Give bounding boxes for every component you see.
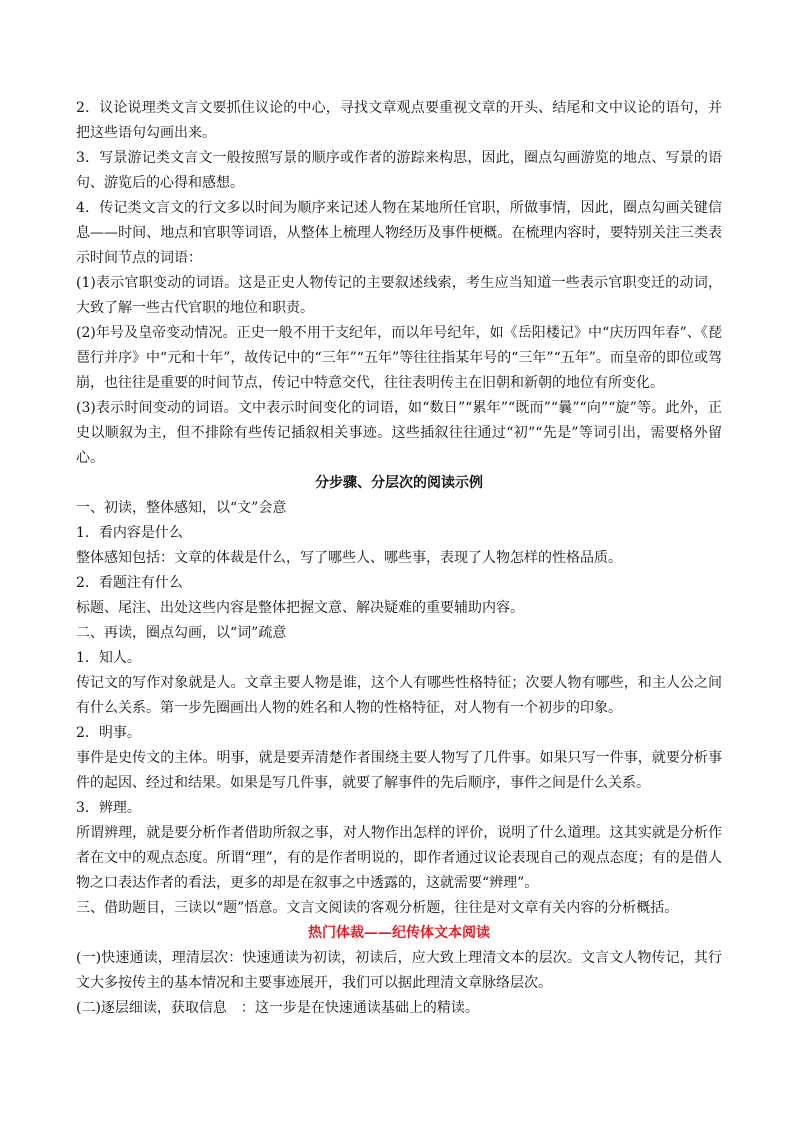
paragraph: 1．知人。 — [76, 650, 141, 666]
paragraph: (1)表示官职变动的词语。这是正史人物传记的主要叙述线索，考生应当知道一些表示官职变迁的动词，大致了解一些古代官职的地位和职责。 — [76, 275, 722, 316]
section-heading: 分步骤、分层次的阅读示例 — [315, 475, 483, 491]
paragraph: 二、再读，圈点勾画，以“词”疏意 — [76, 625, 287, 641]
highlight-heading: 热门体裁——纪传体文本阅读 — [308, 925, 490, 941]
paragraph: 所谓辨理，就是要分析作者借助所叙之事，对人物作出怎样的评价，说明了什么道理。这其实就是分析作者在文中的观点态度。所谓“理”，有的是作者明说的，即作者通过议论表现自己的观点态度；有的是借人物之口表达作者的看法，更多的却是在叙事之中透露的，这就需要“辨理”。 — [76, 825, 722, 891]
paragraph: 2．明事。 — [76, 725, 141, 741]
paragraph: 事件是史传文的主体。明事，就是要弄清楚作者围绕主要人物写了几件事。如果只写一件事，就要分析事件的起因、经过和结果。如果是写几件事，就要了解事件的先后顺序，事件之间是什么关系。 — [76, 750, 722, 791]
paragraph: 三、借助题目，三读以“题”悟意。文言文阅读的客观分析题，往往是对文章有关内容的分析概括。 — [76, 900, 679, 916]
paragraph: (2)年号及皇帝变动情况。正史一般不用干支纪年，而以年号纪年，如《岳阳楼记》中“庆历四年春”、《琵琶行并序》中“元和十年”，故传记中的“三年”“五年”等往往指某年号的“三年”“五年”。而皇帝的即位或驾崩，也往往是重要的时间节点，传记中特意交代，往往表明传主在旧朝和新朝的地位有所变化。 — [76, 325, 722, 391]
paragraph: 传记文的写作对象就是人。文章主要人物是谁，这个人有哪些性格特征；次要人物有哪些，和主人公之间有什么关系。第一步先圈画出人物的姓名和人物的性格特征，对人物有一个初步的印象。 — [76, 675, 722, 716]
paragraph: (二)逐层细读，获取信息 ：这一步是在快速通读基础上的精读。 — [76, 1000, 479, 1016]
paragraph: 2．看题注有什么 — [76, 575, 183, 591]
paragraph: 3．辨理。 — [76, 800, 141, 816]
paragraph: 2．议论说理类文言文要抓住议论的中心，寻找文章观点要重视文章的开头、结尾和文中议论的语句，并把这些语句勾画出来。 — [76, 100, 722, 141]
paragraph: 标题、尾注、出处这些内容是整体把握文意、解决疑难的重要辅助内容。 — [76, 600, 524, 616]
paragraph: 3．写景游记类文言文一般按照写景的顺序或作者的游踪来构思，因此，圈点勾画游览的地点、写景的语句、游览后的心得和感想。 — [76, 150, 722, 191]
paragraph: 整体感知包括：文章的体裁是什么，写了哪些人、哪些事，表现了人物怎样的性格品质。 — [76, 550, 622, 566]
paragraph: 4．传记类文言文的行文多以时间为顺序来记述人物在某地所任官职，所做事情，因此，圈点勾画关键信息——时间、地点和官职等词语，从整体上梳理人物经历及事件梗概。在梳理内容时，要特别关注三类表示时间节点的词语： — [76, 200, 722, 266]
paragraph: 1．看内容是什么 — [76, 525, 183, 541]
paragraph: 一、初读，整体感知，以“文”会意 — [76, 500, 287, 516]
paragraph: (3)表示时间变动的词语。文中表示时间变化的词语，如“数日”“累年”“既而”“曩”“向”“旋”等。此外，正史以顺叙为主，但不排除有些传记插叙相关事迹。这些插叙往往通过“初”“先是”等词引出，需要格外留心。 — [76, 400, 722, 466]
paragraph: (一)快速通读，理清层次：快速通读为初读，初读后，应大致上理清文本的层次。文言文人物传记，其行文大多按传主的基本情况和主要事迹展开，我们可以据此理清文章脉络层次。 — [76, 950, 722, 991]
